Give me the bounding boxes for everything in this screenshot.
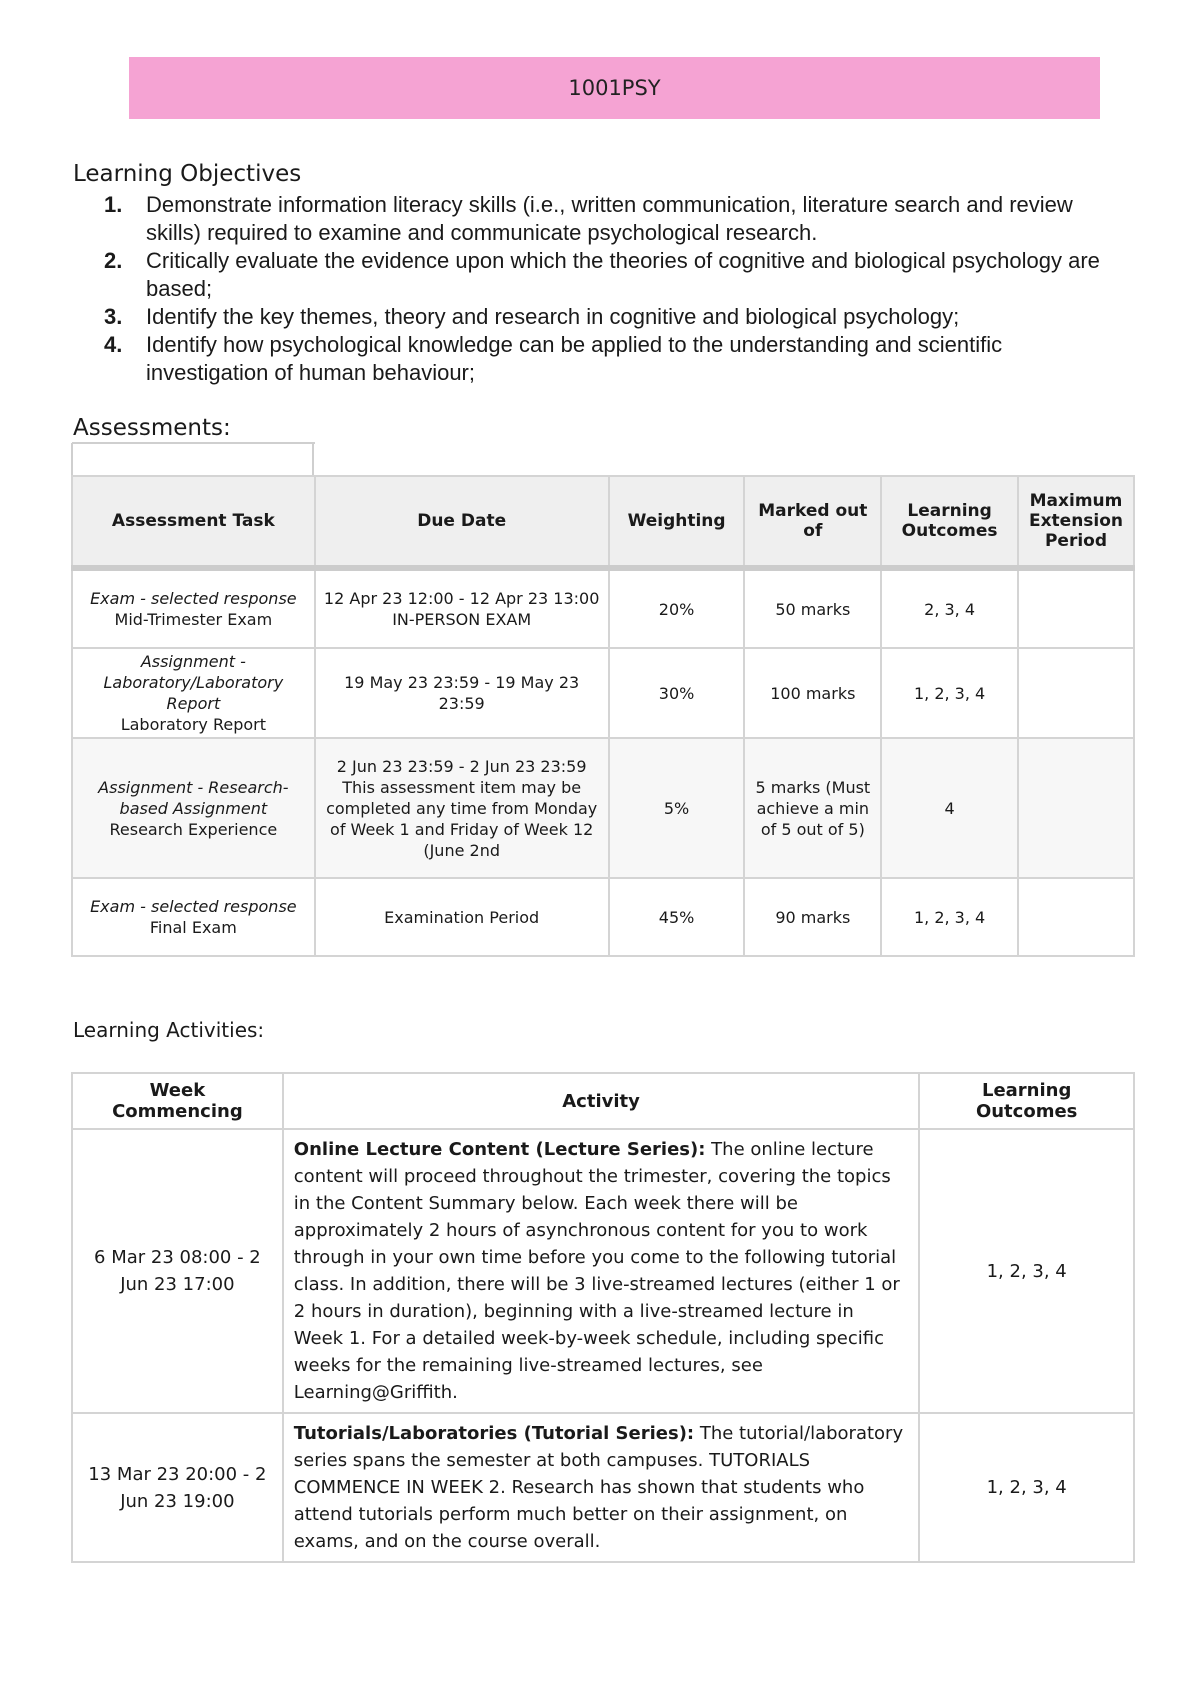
header-learning-outcomes: Learning Outcomes: [881, 476, 1018, 568]
activities-header-row: [72, 1073, 1134, 1129]
task-name: Mid-Trimester Exam: [114, 610, 273, 629]
activity-cell: [283, 1129, 920, 1413]
due-date: 19 May 23 23:59 - 19 May 23 23:59: [344, 673, 580, 713]
activity-text: The online lecture content will proceed throughout the trimester, covering the topics in the Content Summary below. Each week there will be approximately 2 hours of asynchronous content for you to work through in your own time before you come to the following tutorial class. In addition, there will be 3 live-streamed lectures (either 1 or 2 hours in duration), beginning with a live-streamed lecture in Week 1. For a detailed week-by-week schedule, including specific weeks for the remaining live-streamed lectures, see Learning@Griffith.: [293, 1139, 900, 1403]
table-row: [72, 738, 1134, 878]
assessment-task-cell: [72, 568, 315, 648]
due-date: 2 Jun 23 23:59 - 2 Jun 23 23:59: [336, 756, 587, 776]
objective-item: [104, 303, 1114, 331]
course-code-banner: [129, 57, 1100, 119]
weighting-cell: 5%: [609, 738, 745, 878]
marked-cell: 5 marks (Must achieve a min of 5 out of 5): [744, 738, 881, 878]
objective-text: Identify the key themes, theory and research in cognitive and biological psychology;: [146, 304, 960, 329]
assessments-header-row: [72, 476, 1134, 568]
due-date-cell: [315, 648, 609, 738]
assessments-heading: Assessments:: [73, 415, 231, 441]
outcomes-cell: 1, 2, 3, 4: [881, 878, 1018, 956]
task-type: Exam - selected response: [90, 589, 297, 608]
outcomes-cell: 2, 3, 4: [881, 568, 1018, 648]
header-max-extension: Maximum Extension Period: [1018, 476, 1134, 568]
course-code: 1001PSY: [568, 76, 661, 100]
objective-number: 4.: [104, 332, 123, 357]
outcomes-cell: 1, 2, 3, 4: [881, 648, 1018, 738]
table-row: [72, 1129, 1134, 1413]
assessment-task-cell: [72, 648, 315, 738]
objective-text: Critically evaluate the evidence upon which the theories of cognitive and biological psychology are based;: [146, 248, 1100, 301]
header-learning-outcomes: Learning Outcomes: [919, 1073, 1134, 1129]
outcomes-cell: 4: [881, 738, 1018, 878]
objective-text: Demonstrate information literacy skills (i.e., written communication, literature search and review skills) required to examine and communicate psychological research.: [146, 192, 1073, 245]
objective-text: Identify how psychological knowledge can be applied to the understanding and scientific investigation of human behaviour;: [146, 332, 1003, 385]
weighting-cell: 30%: [609, 648, 745, 738]
header-assessment-task: Assessment Task: [72, 476, 315, 568]
learning-objectives-list: [104, 191, 1114, 387]
table-row: [72, 878, 1134, 956]
task-name: Research Experience: [109, 819, 278, 839]
marked-cell: 100 marks: [744, 648, 881, 738]
due-note: IN-PERSON EXAM: [392, 610, 532, 629]
week-cell: 6 Mar 23 08:00 - 2 Jun 23 17:00: [72, 1129, 283, 1413]
task-name: Laboratory Report: [120, 715, 266, 734]
objective-number: 1.: [104, 192, 123, 217]
due-date-cell: [315, 878, 609, 956]
assessment-task-cell: [72, 738, 315, 878]
extension-cell: [1018, 738, 1134, 878]
table-row: [72, 568, 1134, 648]
task-type: Exam - selected response: [90, 897, 297, 916]
objective-number: 3.: [104, 304, 123, 329]
weighting-cell: 20%: [609, 568, 745, 648]
learning-objectives-heading: Learning Objectives: [73, 161, 302, 187]
marked-cell: 50 marks: [744, 568, 881, 648]
objective-item: [104, 191, 1114, 247]
activity-cell: [283, 1413, 920, 1562]
header-weighting: Weighting: [609, 476, 745, 568]
due-date: Examination Period: [384, 907, 540, 927]
assessment-task-cell: [72, 878, 315, 956]
activity-title: Online Lecture Content (Lecture Series):: [293, 1139, 706, 1160]
assessments-table-caption-cell: [71, 443, 314, 475]
activity-text: The tutorial/laboratory series spans the semester at both campuses. TUTORIALS COMMENCE IN WEEK 2. Research has shown that students who attend tutorials perform much better on their assignment, on exams, and on the course overall.: [293, 1423, 904, 1552]
header-week-commencing: Week Commencing: [72, 1073, 283, 1129]
due-date: 12 Apr 23 12:00 - 12 Apr 23 13:00: [323, 589, 600, 608]
table-row: [72, 1413, 1134, 1562]
task-type: Assignment - Laboratory/Laboratory Report: [103, 652, 284, 713]
header-due-date: Due Date: [315, 476, 609, 568]
activity-title: Tutorials/Laboratories (Tutorial Series):: [293, 1423, 695, 1444]
outcomes-cell: 1, 2, 3, 4: [919, 1413, 1134, 1562]
objective-number: 2.: [104, 248, 123, 273]
extension-cell: [1018, 568, 1134, 648]
learning-activities-table: [71, 1072, 1135, 1563]
objective-item: [104, 331, 1114, 387]
weighting-cell: 45%: [609, 878, 745, 956]
week-cell: 13 Mar 23 20:00 - 2 Jun 23 19:00: [72, 1413, 283, 1562]
extension-cell: [1018, 648, 1134, 738]
due-date-cell: [315, 568, 609, 648]
due-date-cell: [315, 738, 609, 878]
objective-item: [104, 247, 1114, 303]
task-name: Final Exam: [149, 918, 237, 937]
due-note: This assessment item may be completed any time from Monday of Week 1 and Friday of Week 12 (June 2nd: [326, 777, 598, 860]
task-type: Assignment - Research-based Assignment: [98, 777, 289, 818]
marked-cell: 90 marks: [744, 878, 881, 956]
outcomes-cell: 1, 2, 3, 4: [919, 1129, 1134, 1413]
learning-activities-heading: Learning Activities:: [73, 1018, 265, 1042]
header-marked-out-of: Marked out of: [744, 476, 881, 568]
table-row: [72, 648, 1134, 738]
header-activity: Activity: [283, 1073, 920, 1129]
assessments-table: [71, 475, 1135, 957]
extension-cell: [1018, 878, 1134, 956]
